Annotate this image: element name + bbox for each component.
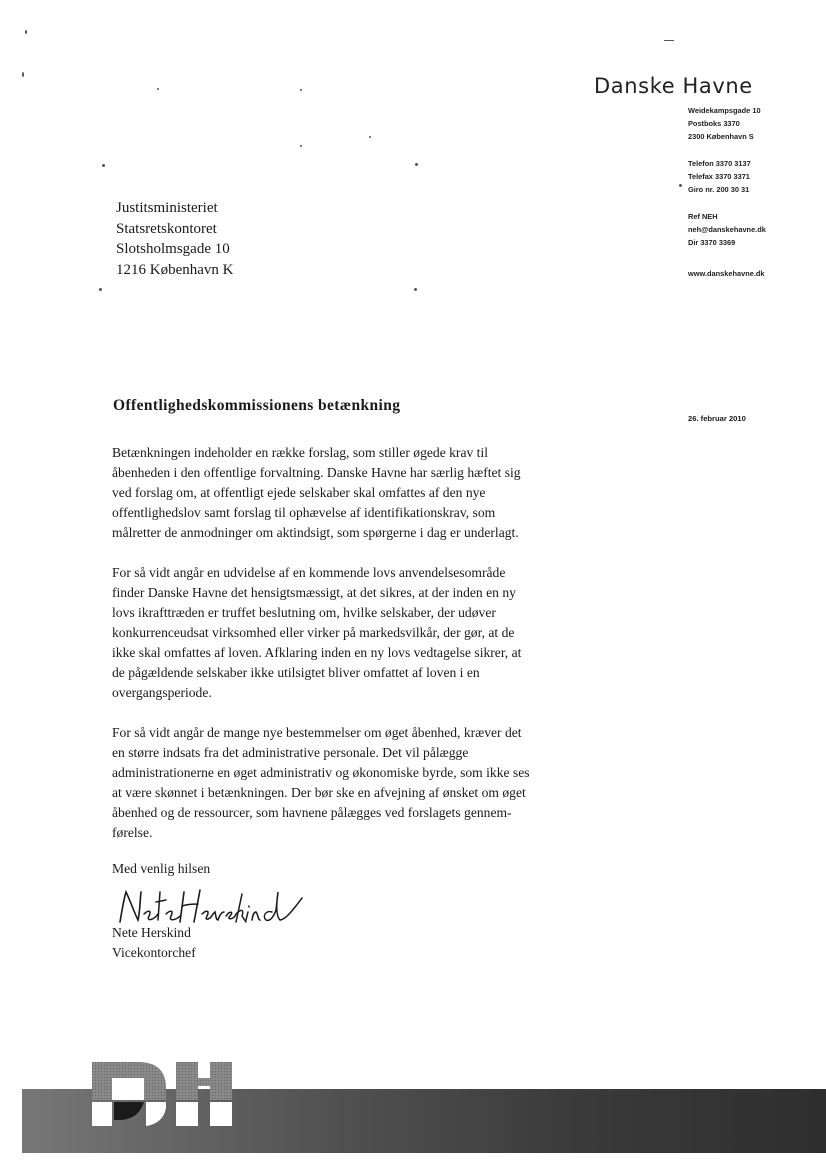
body-line: finder Danske Havne det hensigtsmæssigt, at det sikres, at der inden en ny — [112, 585, 516, 600]
body-line: førelse. — [112, 825, 153, 840]
body-paragraph — [112, 723, 612, 843]
sender-address-line: Weidekampsgade 10 — [688, 106, 761, 115]
organization-name: Danske Havne — [594, 74, 753, 98]
body-line: konkurrenceudsat virksomhed eller virker på markedsvilkår, der gør, at de — [112, 625, 515, 640]
body-line: overgangsperiode. — [112, 685, 212, 700]
letter-body — [112, 443, 612, 863]
sender-address-line: Postboks 3370 — [688, 119, 740, 128]
sender-email: neh@danskehavne.dk — [688, 225, 766, 234]
recipient-line: 1216 København K — [116, 261, 234, 278]
sender-details — [688, 104, 818, 280]
body-line: For så vidt angår en udvidelse af en kommende lovs anvendelsesområde — [112, 565, 506, 580]
body-line: ikke skal omfattes af loven. Afklaring inden en ny lovs vedtagelse sikrer, at — [112, 645, 522, 660]
recipient-address — [116, 198, 233, 280]
body-line: målretter de anmodninger om aktindsigt, som spørgerne i dag er underlagt. — [112, 525, 519, 540]
sender-fax: Telefax 3370 3371 — [688, 172, 750, 181]
body-line: For så vidt angår de mange nye bestemmelser om øget åbenhed, kræver det — [112, 725, 522, 740]
body-line: administrationerne en øget administrativ og økonomiske byrde, som ikke ses — [112, 765, 530, 780]
signatory-title: Vicekontorchef — [112, 945, 196, 960]
letter-date: 26. februar 2010 — [688, 414, 746, 423]
letter-subject: Offentlighedskommissionens betænkning — [113, 397, 401, 414]
body-paragraph — [112, 563, 612, 703]
body-line: lovs ikrafttræden er truffet beslutning om, hvilke selskaber, der udøver — [112, 605, 496, 620]
body-line: åbenheden i den offentlige forvaltning. Danske Havne har særlig hæftet sig — [112, 465, 521, 480]
body-line: at være skønnet i betænkningen. Der bør ske en afvejning af ønsket om øget — [112, 785, 526, 800]
signatory — [112, 923, 196, 963]
sender-giro: Giro nr. 200 30 31 — [688, 185, 750, 194]
sender-address-line: 2300 København S — [688, 132, 754, 141]
body-line: Betænkningen indeholder en række forslag, som stiller øgede krav til — [112, 445, 489, 460]
body-paragraph — [112, 443, 612, 543]
closing-salutation: Med venlig hilsen — [112, 861, 211, 876]
body-line: de pågældende selskaber ikke utilsigtet bliver omfattet af loven i en — [112, 665, 480, 680]
sender-website: www.danskehavne.dk — [688, 269, 765, 278]
body-line: offentlighedslov samt forslag til ophævelse af identifikationskrav, som — [112, 505, 496, 520]
body-line: en større indsats fra det administrative personale. Det vil pålægge — [112, 745, 469, 760]
recipient-line: Slotsholmsgade 10 — [116, 241, 230, 257]
recipient-line: Justitsministeriet — [116, 200, 218, 216]
body-line: ved forslag om, at offentligt ejede selskaber skal omfattes af den nye — [112, 485, 486, 500]
sender-direct-phone: Dir 3370 3369 — [688, 238, 736, 247]
sender-reference: Ref NEH — [688, 212, 718, 221]
dh-logo — [88, 1058, 238, 1150]
recipient-line: Statsretskontoret — [116, 220, 217, 237]
signatory-name: Nete Herskind — [112, 925, 191, 940]
body-line: åbenhed og de ressourcer, som havnene pålægges ved forslagets gennem- — [112, 805, 512, 820]
sender-phone: Telefon 3370 3137 — [688, 159, 751, 168]
